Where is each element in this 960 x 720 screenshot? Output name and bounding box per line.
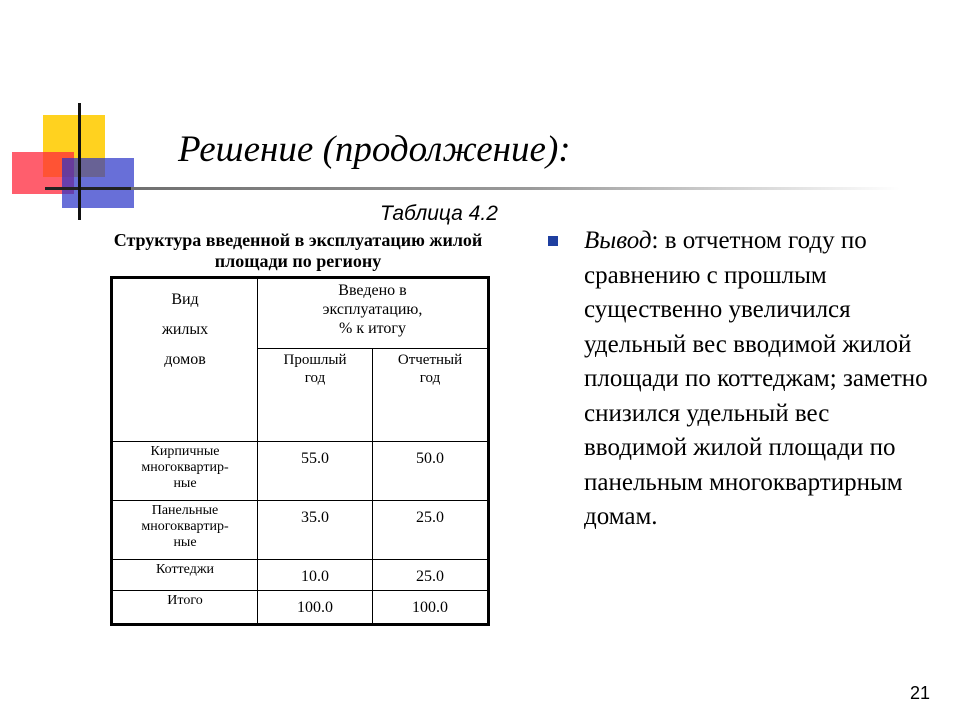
row-label: Итого xyxy=(112,591,258,625)
conclusion-body: : в отчетном году по сравнению с прошлым существенно увеличился удельный вес вводимой жилой площади по коттеджам; заметно снизился удельный вес вводимой жилой площади по панельным многоквартирным домам. xyxy=(584,227,928,530)
row-curr-value: 25.0 xyxy=(373,560,489,591)
table-number: Таблица 4.2 xyxy=(380,202,498,225)
row-prev-value: 35.0 xyxy=(258,501,373,560)
decor-horizontal-line xyxy=(45,187,131,190)
decor-blue-square xyxy=(62,158,134,208)
decor-vertical-line xyxy=(78,103,81,220)
table-row xyxy=(112,501,489,560)
data-table xyxy=(110,276,490,626)
conclusion-bullet xyxy=(548,224,928,535)
row-prev-value: 100.0 xyxy=(258,591,373,625)
row-label: Коттеджи xyxy=(112,560,258,591)
row-curr-value: 50.0 xyxy=(373,442,489,501)
row-curr-value: 100.0 xyxy=(373,591,489,625)
table-row-total xyxy=(112,591,489,625)
row-prev-value: 55.0 xyxy=(258,442,373,501)
table-row xyxy=(112,560,489,591)
conclusion-lead: Вывод xyxy=(584,227,652,254)
conclusion-text xyxy=(584,224,928,535)
row-label: Панельные многоквартир- ные xyxy=(112,501,258,560)
header-current-year: Отчетный год xyxy=(373,349,489,442)
row-label: Кирпичные многоквартир- ные xyxy=(112,442,258,501)
slide-title: Решение (продолжение): xyxy=(178,129,571,170)
header-type-of-housing: Вид жилых домов xyxy=(112,278,258,442)
title-underline xyxy=(78,187,900,190)
header-previous-year: Прошлый год xyxy=(258,349,373,442)
table-caption: Структура введенной в эксплуатацию жилой площади по региону xyxy=(113,230,483,271)
table-row xyxy=(112,442,489,501)
row-curr-value: 25.0 xyxy=(373,501,489,560)
row-prev-value: 10.0 xyxy=(258,560,373,591)
table-header-row xyxy=(112,278,489,349)
header-commissioned: Введено в эксплуатацию, % к итогу xyxy=(258,278,489,349)
bullet-square-icon xyxy=(548,236,558,246)
page-number: 21 xyxy=(909,683,930,703)
